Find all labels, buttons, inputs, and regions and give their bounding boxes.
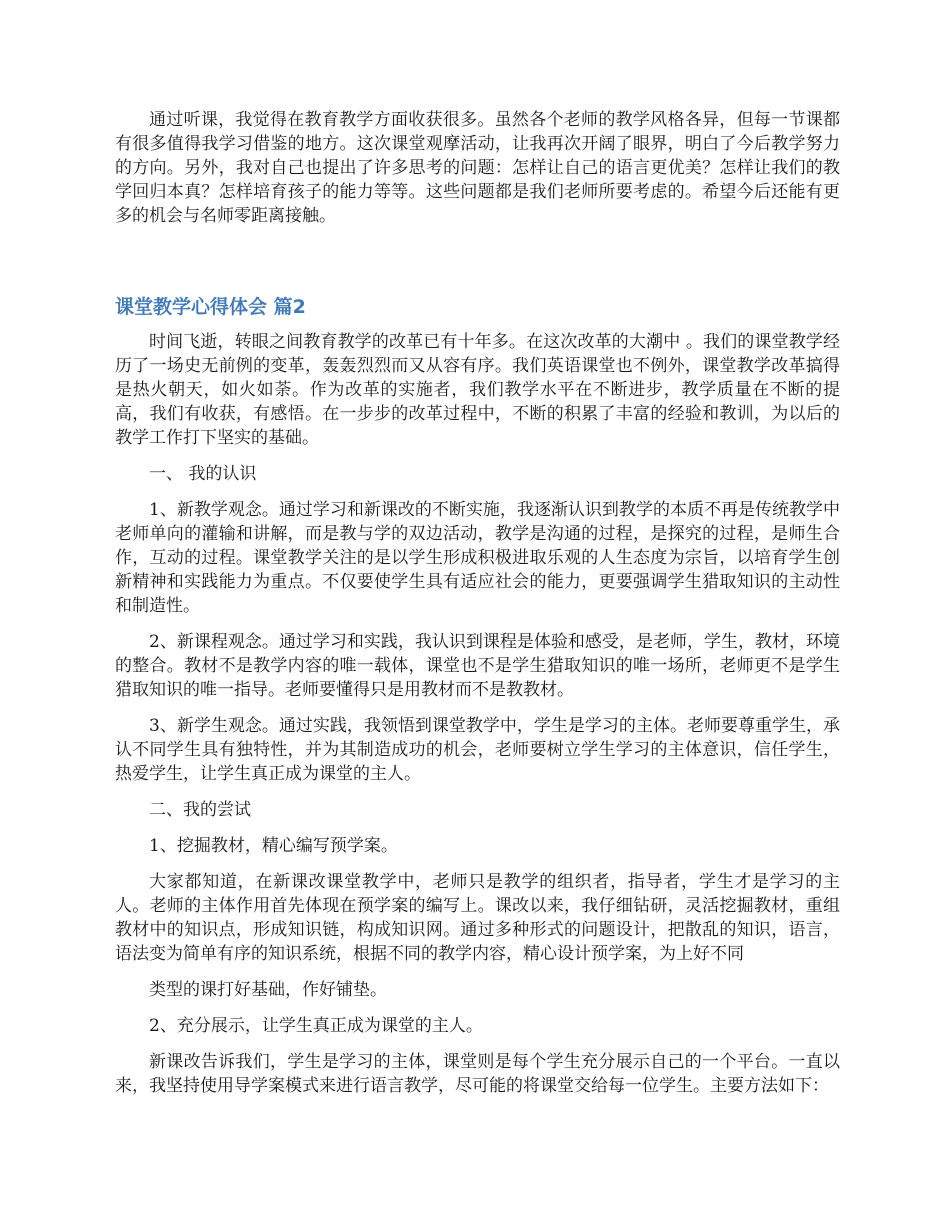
paragraph-full-display: 2、充分展示，让学生真正成为课堂的主人。	[149, 1016, 483, 1036]
document-page	[115, 108, 840, 1110]
paragraph-new-teaching-concept: 1、新教学观念。通过学习和新课改的不断实施，我逐渐认识到教学的本质不再是传统教学中老师单向的灌输和讲解，而是教与学的双边活动，教学是沟通的过程，是探究的过程，是师生合作，互动的过程。课堂教学关注的是以学生形成积极进取乐观的人生态度为宗旨，以培育学生创新精神和实践能力为重点。不仅要使学生具有适应社会的能力，更要强调学生猎取知识的主动性和制造性。	[115, 500, 840, 616]
subheading-my-attempts: 二、我的尝试	[149, 800, 251, 820]
paragraph-dig-textbook: 1、挖掘教材，精心编写预学案。	[149, 836, 398, 856]
paragraph-lay-foundation: 类型的课打好基础，作好铺垫。	[149, 980, 387, 1000]
paragraph-new-student-concept: 3、新学生观念。通过实践，我领悟到课堂教学中，学生是学习的主体。老师要尊重学生，承认不同学生具有独特性，并为其制造成功的机会，老师要树立学生学习的主体意识，信任学生，热爱学生，让学生真正成为课堂的主人。	[115, 716, 840, 784]
section-title: 课堂教学心得体会 篇2	[115, 296, 306, 318]
subheading-my-understanding: 一、 我的认识	[149, 464, 257, 484]
paragraph-opening: 时间飞逝，转眼之间教育教学的改革已有十年多。在这次改革的大潮中 。我们的课堂教学经历了一场史无前例的变革，轰轰烈烈而又从容有序。我们英语课堂也不例外，课堂教学改革搞得是热火朝天，如火如荼。作为改革的实施者，我们教学水平在不断进步，教学质量在不断的提高，我们有收获，有感悟。在一步步的改革过程中，不断的积累了丰富的经验和教训，为以后的教学工作打下坚实的基础。	[115, 332, 840, 448]
paragraph-new-curriculum-concept: 2、新课程观念。通过学习和实践，我认识到课程是体验和感受，是老师，学生，教材，环境的整合。教材不是教学内容的唯一载体，课堂也不是学生猎取知识的唯一场所，老师更不是学生猎取知识的唯一指导。老师要懂得只是用教材而不是教教材。	[115, 632, 840, 700]
intro-paragraph: 通过听课，我觉得在教育教学方面收获很多。虽然各个老师的教学风格各异，但每一节课都有很多值得我学习借鉴的地方。这次课堂观摩活动，让我再次开阔了眼界，明白了今后教学努力的方向。另外，我对自己也提出了许多思考的问题：怎样让自己的语言更优美？怎样让我们的教学回归本真？怎样培育孩子的能力等等。这些问题都是我们老师所要考虑的。希望今后还能有更多的机会与名师零距离接触。	[115, 110, 840, 226]
paragraph-student-centered: 新课改告诉我们，学生是学习的主体，课堂则是每个学生充分展示自己的一个平台。一直以来，我坚持使用导学案模式来进行语言教学，尽可能的将课堂交给每一位学生。主要方法如下：	[115, 1052, 840, 1096]
paragraph-preview-plan: 大家都知道，在新课改课堂教学中，老师只是教学的组织者，指导者，学生才是学习的主人。老师的主体作用首先体现在预学案的编写上。课改以来，我仔细钻研，灵活挖掘教材，重组教材中的知识点，形成知识链，构成知识网。通过多种形式的问题设计，把散乱的知识，语言，语法变为简单有序的知识系统，根据不同的教学内容，精心设计预学案，为上好不同	[115, 872, 840, 964]
